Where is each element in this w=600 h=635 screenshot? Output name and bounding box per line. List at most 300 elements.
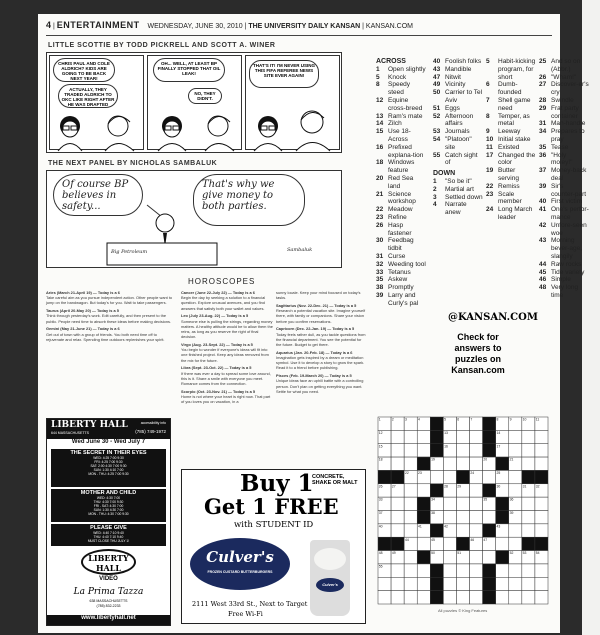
grid-cell[interactable]	[470, 484, 483, 497]
grid-cell[interactable]	[404, 524, 417, 537]
grid-cell[interactable]	[522, 444, 535, 457]
clue-number: 20	[376, 174, 384, 182]
grid-cell[interactable]	[391, 457, 404, 470]
clue-item	[486, 128, 538, 136]
clue-number: 54	[433, 135, 441, 143]
clue-number: 37	[539, 167, 547, 175]
clue-item	[486, 183, 538, 191]
grid-number: 26	[378, 484, 383, 489]
clue-item	[433, 105, 485, 113]
grid-cell[interactable]	[483, 511, 496, 524]
grid-cell[interactable]	[470, 457, 483, 470]
grid-cell[interactable]	[509, 537, 522, 550]
clue-item	[539, 58, 597, 74]
clue-item	[539, 198, 597, 206]
clue-item	[486, 97, 538, 113]
grid-cell[interactable]	[483, 470, 496, 483]
grid-cell[interactable]	[522, 524, 535, 537]
grid-block	[430, 524, 443, 537]
grid-cell[interactable]	[391, 524, 404, 537]
clue-number: 16	[376, 143, 384, 151]
grid-cell[interactable]	[470, 430, 483, 443]
grid-cell[interactable]	[456, 430, 469, 443]
grid-cell[interactable]	[404, 577, 417, 590]
grid-cell[interactable]	[391, 577, 404, 590]
clue-item	[539, 237, 597, 260]
lh-accessibility: accessibility info	[140, 421, 166, 425]
grid-cell[interactable]	[391, 430, 404, 443]
grid-cell[interactable]	[456, 511, 469, 524]
clue-text: "Wham!"	[551, 73, 577, 81]
comic2-signature: Sambaluk	[287, 247, 313, 253]
grid-cell[interactable]	[378, 591, 391, 604]
grid-cell[interactable]	[417, 430, 430, 443]
grid-number: 29	[457, 484, 462, 489]
clue-number: 29	[539, 104, 547, 112]
clue-item	[376, 175, 432, 191]
clue-number: 8	[376, 81, 380, 89]
grid-cell[interactable]	[404, 430, 417, 443]
grid-number: 7	[470, 417, 473, 422]
lh-movie-2-title: MOTHER AND CHILD	[80, 490, 137, 496]
clue-item	[486, 152, 538, 168]
clue-number: 35	[376, 276, 384, 284]
grid-cell[interactable]	[470, 577, 483, 590]
clue-number: 12	[376, 96, 384, 104]
grid-cell[interactable]	[470, 524, 483, 537]
comic2-panel	[46, 170, 342, 268]
grid-cell[interactable]	[443, 537, 456, 550]
clue-number: DOWN	[433, 170, 456, 178]
clue-text: Tease	[551, 143, 569, 151]
grid-cell[interactable]	[470, 564, 483, 577]
grid-cell[interactable]	[535, 444, 548, 457]
grid-block	[378, 470, 391, 483]
clue-number: 47	[433, 73, 441, 81]
grid-block	[417, 457, 430, 470]
grid-cell[interactable]	[496, 564, 509, 577]
culvers-logo	[190, 538, 290, 590]
clue-text: Ram's mate	[388, 112, 423, 120]
grid-cell[interactable]	[391, 497, 404, 510]
grid-cell[interactable]	[456, 591, 469, 604]
grid-block	[430, 577, 443, 590]
grid-cell[interactable]	[443, 591, 456, 604]
clue-text: Long March leader	[498, 206, 533, 221]
grid-cell[interactable]	[509, 591, 522, 604]
grid-cell[interactable]	[404, 484, 417, 497]
clue-text: Butter serving	[498, 167, 519, 182]
grid-cell[interactable]	[391, 564, 404, 577]
grid-cell[interactable]	[496, 591, 509, 604]
grid-number: 3	[404, 417, 407, 422]
culvers-cup-image	[310, 540, 350, 616]
grid-cell[interactable]	[378, 577, 391, 590]
clue-item	[486, 167, 538, 183]
grid-cell[interactable]	[522, 457, 535, 470]
grid-block	[391, 537, 404, 550]
culvers-wifi: Free Wi-Fi	[228, 610, 263, 618]
lh-video: VIDEO	[99, 576, 118, 582]
grid-cell[interactable]	[522, 430, 535, 443]
comic2-title: THE NEXT PANEL BY NICHOLAS SAMBALUK	[48, 160, 218, 167]
grid-cell[interactable]	[417, 484, 430, 497]
clue-number: 11	[486, 143, 493, 151]
grid-cell[interactable]	[470, 444, 483, 457]
grid-block	[417, 551, 430, 564]
grid-cell[interactable]	[456, 444, 469, 457]
grid-cell[interactable]	[404, 497, 417, 510]
grid-cell[interactable]	[509, 470, 522, 483]
clue-item	[433, 66, 485, 74]
clue-item	[376, 159, 432, 175]
clue-number: 19	[486, 167, 494, 175]
grid-cell[interactable]	[391, 591, 404, 604]
clue-number: 18	[376, 159, 384, 167]
clue-text: Red Sea land	[388, 174, 414, 190]
clue-item	[486, 206, 538, 222]
culvers-ad[interactable]	[181, 469, 366, 624]
section-name: ENTERTAINMENT	[56, 20, 140, 30]
clue-item	[376, 128, 432, 144]
lh-cafe-info: (785) 832-2233	[96, 604, 121, 608]
clue-text: Feedbag tidbit	[388, 237, 414, 253]
grid-block	[535, 470, 548, 483]
grid-cell[interactable]	[509, 484, 522, 497]
grid-cell[interactable]	[456, 457, 469, 470]
clue-item	[486, 81, 538, 97]
clue-number: 50	[433, 89, 441, 97]
clue-number: 4	[433, 201, 437, 209]
clue-number: 39	[539, 182, 547, 190]
culvers-brand: Culver's	[206, 548, 274, 566]
clue-text: Afternoon affairs	[445, 112, 474, 128]
clue-text: Initial stake	[498, 135, 531, 143]
clue-item	[376, 97, 432, 113]
clue-text: Existed	[498, 143, 520, 151]
grid-cell[interactable]	[509, 564, 522, 577]
grid-cell[interactable]	[443, 457, 456, 470]
clue-item	[433, 58, 485, 66]
grid-cell[interactable]	[535, 511, 548, 524]
grid-cell[interactable]	[430, 470, 443, 483]
grid-cell[interactable]	[535, 524, 548, 537]
grid-cell[interactable]	[535, 577, 548, 590]
horoscopes-col-2	[181, 290, 273, 407]
clue-item	[433, 113, 485, 129]
clue-item	[433, 128, 485, 136]
grid-block	[430, 591, 443, 604]
grid-number: 42	[444, 524, 448, 529]
grid-block	[496, 551, 509, 564]
grid-block	[456, 470, 469, 483]
grid-number: 14	[496, 430, 501, 435]
clue-item	[376, 144, 432, 160]
grid-cell[interactable]	[443, 497, 456, 510]
clue-item	[376, 206, 432, 214]
grid-cell[interactable]	[509, 577, 522, 590]
grid-cell[interactable]	[443, 511, 456, 524]
clue-item	[376, 284, 432, 292]
clue-item	[486, 58, 538, 81]
grid-number: 17	[496, 444, 501, 449]
clue-item	[376, 253, 432, 261]
lh-movie-1-times: WED: 4:25 7:00 9:30 FRI: 4:25 7:00 9:30 SAT: 2:00 4:30 7:00 9:30 SUN: 1:30 4:10 7:00 MON - THU: 4:25 7:00 9:30	[88, 456, 129, 476]
grid-number: 6	[457, 417, 460, 422]
grid-number: 12	[378, 430, 383, 435]
grid-block	[430, 430, 443, 443]
comic2-bubble-left: Of course BP believes in safety...	[53, 174, 143, 216]
grid-cell[interactable]	[417, 591, 430, 604]
grid-cell[interactable]	[443, 577, 456, 590]
lh-dates: Wed June 30 - Wed July 7	[47, 439, 170, 448]
clue-text: Knock	[388, 73, 407, 81]
clue-number: 27	[539, 81, 547, 89]
horoscope-entry: Capricorn (Dec. 22-Jan. 19) — Today is a 5 Today feels rather dull, as you tackle questions from the financial department. You see the potential for the future. Budget to get there.	[276, 326, 366, 348]
lh-movie-1[interactable]	[51, 449, 166, 487]
lh-movie-1-title: THE SECRET IN THEIR EYES	[70, 450, 147, 456]
clue-item	[539, 276, 597, 284]
grid-cell[interactable]	[470, 591, 483, 604]
clue-item	[376, 292, 432, 308]
grid-cell[interactable]	[509, 524, 522, 537]
clue-number: 21	[376, 190, 384, 198]
clue-number: 17	[486, 151, 494, 159]
grid-cell[interactable]	[522, 511, 535, 524]
grid-cell[interactable]	[456, 497, 469, 510]
grid-cell[interactable]	[509, 444, 522, 457]
grid-cell[interactable]	[470, 511, 483, 524]
clue-item	[376, 81, 432, 97]
grid-cell[interactable]	[404, 444, 417, 457]
grid-number: 53	[522, 551, 527, 556]
lh-phone: (785) 749-1972	[135, 429, 166, 434]
clue-item	[376, 214, 432, 222]
clue-number: 31	[539, 120, 547, 128]
grid-cell[interactable]	[470, 497, 483, 510]
grid-cell[interactable]	[404, 457, 417, 470]
grid-number: 21	[509, 457, 514, 462]
grid-cell[interactable]	[522, 577, 535, 590]
grid-number: 18	[378, 457, 383, 462]
clue-item	[376, 261, 432, 269]
clue-text: Zilch	[388, 120, 402, 128]
clue-number: 8	[486, 112, 490, 120]
grid-cell[interactable]	[404, 591, 417, 604]
grid-number: 45	[431, 537, 435, 542]
grid-block	[535, 537, 548, 550]
grid-cell[interactable]	[443, 564, 456, 577]
crossword-grid[interactable]	[378, 417, 548, 604]
clue-text: Prepares to pray	[551, 128, 585, 143]
clue-number: 5	[486, 58, 490, 65]
grid-number: 34	[431, 497, 435, 502]
grid-number: 10	[522, 417, 527, 422]
clue-text: Money-back deal	[551, 167, 587, 182]
grid-cell[interactable]	[417, 537, 430, 550]
grid-number: 11	[535, 417, 540, 422]
grid-number: 20	[483, 457, 488, 462]
clue-number: 5	[376, 73, 380, 81]
grid-block	[417, 511, 430, 524]
clue-item	[376, 120, 432, 128]
clue-item	[539, 206, 597, 222]
clue-text: One's perfor-mance	[551, 206, 589, 221]
clue-item	[433, 136, 485, 152]
grid-cell[interactable]	[404, 551, 417, 564]
clue-text: Open slightly	[388, 65, 426, 73]
horoscope-entry: Leo (July 23-Aug. 22) — Today is a 5 Someone else is pulling the strings, regarding money matters. A healthy attitude would be to allow them the reins, as long as you reserve the right of final decision.	[181, 313, 273, 340]
lh-movie-2[interactable]	[51, 489, 166, 522]
grid-cell[interactable]	[496, 577, 509, 590]
grid-cell[interactable]	[456, 524, 469, 537]
grid-cell[interactable]	[496, 537, 509, 550]
liberty-hall-ad[interactable]	[46, 418, 171, 626]
grid-block	[391, 470, 404, 483]
grid-number: 4	[418, 417, 420, 422]
clue-number: 34	[539, 128, 547, 136]
clue-text: Mandible	[445, 65, 472, 73]
grid-cell[interactable]	[417, 444, 430, 457]
clue-text: Very long time	[551, 284, 579, 299]
culvers-tagline: FROZEN CUSTARD BUTTERBURGERS	[207, 570, 273, 574]
grid-number: 39	[509, 511, 514, 516]
grid-cell[interactable]	[417, 564, 430, 577]
comic1-panel1-characters	[50, 106, 145, 151]
grid-cell[interactable]	[535, 497, 548, 510]
clue-col-3	[486, 58, 538, 222]
lh-name: LIBERTY HALL	[51, 420, 128, 430]
grid-cell[interactable]	[404, 511, 417, 524]
grid-cell[interactable]	[522, 591, 535, 604]
clue-number: 46	[539, 276, 547, 284]
comic1-panel-3	[245, 55, 340, 150]
horoscope-entry: Aries (March 21-April 19) — Today is a 6 Take careful aim as you pursue independent action. Other people want to jump on the bandwagon. But today's for you. Wait to take passengers.	[46, 290, 173, 306]
lh-url[interactable]: www.libertyhall.net	[47, 615, 170, 625]
grid-cell[interactable]	[509, 430, 522, 443]
grid-cell[interactable]	[417, 577, 430, 590]
clue-number: 38	[376, 284, 384, 292]
grid-block	[483, 444, 496, 457]
grid-cell[interactable]	[391, 444, 404, 457]
grid-number: 38	[431, 511, 435, 516]
clue-item	[433, 81, 485, 89]
comic1-title: LITTLE SCOTTIE BY TODD PICKRELL AND SCOTT A. WINER	[48, 42, 276, 49]
grid-number: 33	[378, 497, 383, 502]
clue-text: Tetanus	[388, 268, 411, 276]
clue-item	[539, 120, 597, 128]
grid-cell[interactable]	[443, 470, 456, 483]
grid-number: 27	[391, 484, 396, 489]
grid-cell[interactable]	[470, 551, 483, 564]
clue-text: Catch sight of	[445, 151, 478, 167]
clue-text: Refine	[388, 213, 407, 221]
clue-text: Promptly	[388, 284, 414, 292]
clue-item	[376, 66, 432, 74]
grid-number: 50	[431, 551, 435, 556]
clue-number: 22	[376, 206, 384, 214]
paper-name: THE UNIVERSITY DAILY KANSAN	[248, 23, 361, 30]
clue-number: 44	[539, 260, 547, 268]
grid-block	[483, 417, 499, 430]
comic2-bubble-right: That's why we give money to both parties.	[193, 174, 305, 226]
clue-text: Askew	[388, 276, 408, 284]
lh-cafe: La Prima Tazza	[73, 587, 144, 597]
grid-number: 15	[378, 444, 383, 449]
comic2-sign: Big Petroleum	[111, 249, 148, 255]
clue-number: 40	[539, 198, 547, 206]
grid-block	[430, 484, 443, 497]
clue-text	[473, 170, 485, 178]
clue-text: Nitwit	[445, 73, 461, 81]
comic1-panel-2	[147, 55, 242, 150]
clue-item	[539, 183, 597, 199]
grid-cell[interactable]	[443, 551, 456, 564]
grid-cell[interactable]	[404, 564, 417, 577]
horoscope-entry: Aquarius (Jan. 20-Feb. 18) — Today is a 6 Imagination gets inspired by a dream or meditation symbol. Use it to develop a story to grow the spark. Read it to a friend before publishing.	[276, 349, 365, 371]
grid-cell[interactable]	[456, 577, 469, 590]
horoscope-entry: Cancer (June 22-July 22) — Today is a 6 Begin the day by seeking a solution to a financial question. Explore unusual avenues, and you find answers that satisfy both your wallet and values.	[181, 290, 266, 311]
clue-number: 3	[433, 193, 437, 201]
grid-cell[interactable]	[535, 430, 548, 443]
clue-item	[433, 74, 485, 82]
clue-number: 1	[433, 177, 437, 185]
grid-cell[interactable]	[535, 591, 548, 604]
grid-block	[378, 537, 391, 550]
clue-number: 41	[539, 206, 547, 214]
answers-promo[interactable]: Check for answers to puzzles on Kansan.com	[451, 332, 505, 375]
clue-item	[539, 128, 597, 144]
clue-number: 14	[376, 120, 384, 128]
grid-cell[interactable]	[535, 457, 548, 470]
clue-item	[539, 261, 597, 269]
lh-movie-3[interactable]	[51, 524, 166, 546]
grid-cell[interactable]	[483, 551, 496, 564]
clue-text: Vicinity	[445, 81, 466, 89]
grid-cell[interactable]	[535, 564, 548, 577]
clue-text: Man-handle	[551, 120, 586, 128]
grid-cell[interactable]	[522, 497, 535, 510]
clue-item	[433, 186, 485, 194]
clue-number: 22	[486, 182, 494, 190]
grid-cell[interactable]	[522, 564, 535, 577]
page-number: 4	[46, 20, 52, 30]
grid-number: 54	[535, 551, 540, 556]
grid-number: 28	[444, 484, 448, 489]
clue-number: 7	[486, 96, 490, 104]
clue-text: Shell game need	[498, 96, 531, 112]
lh-movie-3-times: WED: 4:40 7:10 9:40 THU: 4:40 7:10 9:40 MUST CLOSE THU JULY 1!	[87, 531, 130, 543]
clue-text: Science workshop	[388, 190, 416, 206]
clue-text: Curse	[388, 252, 406, 260]
comic1-bubble-2: ACTUALLY, THEY TRADED ALDRICH TO OKC LIKE RIGHT AFTER HE WAS DRAFTED	[58, 84, 118, 108]
clue-text: Speedy steed	[388, 81, 411, 97]
grid-number: 19	[431, 457, 435, 462]
clue-item	[486, 191, 538, 207]
grid-cell[interactable]	[391, 511, 404, 524]
grid-number: 46	[470, 537, 475, 542]
clue-item	[433, 194, 485, 202]
grid-block	[483, 524, 496, 537]
clue-item	[433, 152, 485, 168]
clue-text: Larry and Curly's pal	[388, 291, 419, 307]
grid-cell[interactable]	[456, 564, 469, 577]
clue-item	[376, 269, 432, 277]
clue-number: 9	[486, 128, 490, 136]
clue-text: Hasp fastener	[388, 221, 412, 237]
clue-number: 33	[376, 268, 384, 276]
grid-block	[496, 511, 509, 524]
